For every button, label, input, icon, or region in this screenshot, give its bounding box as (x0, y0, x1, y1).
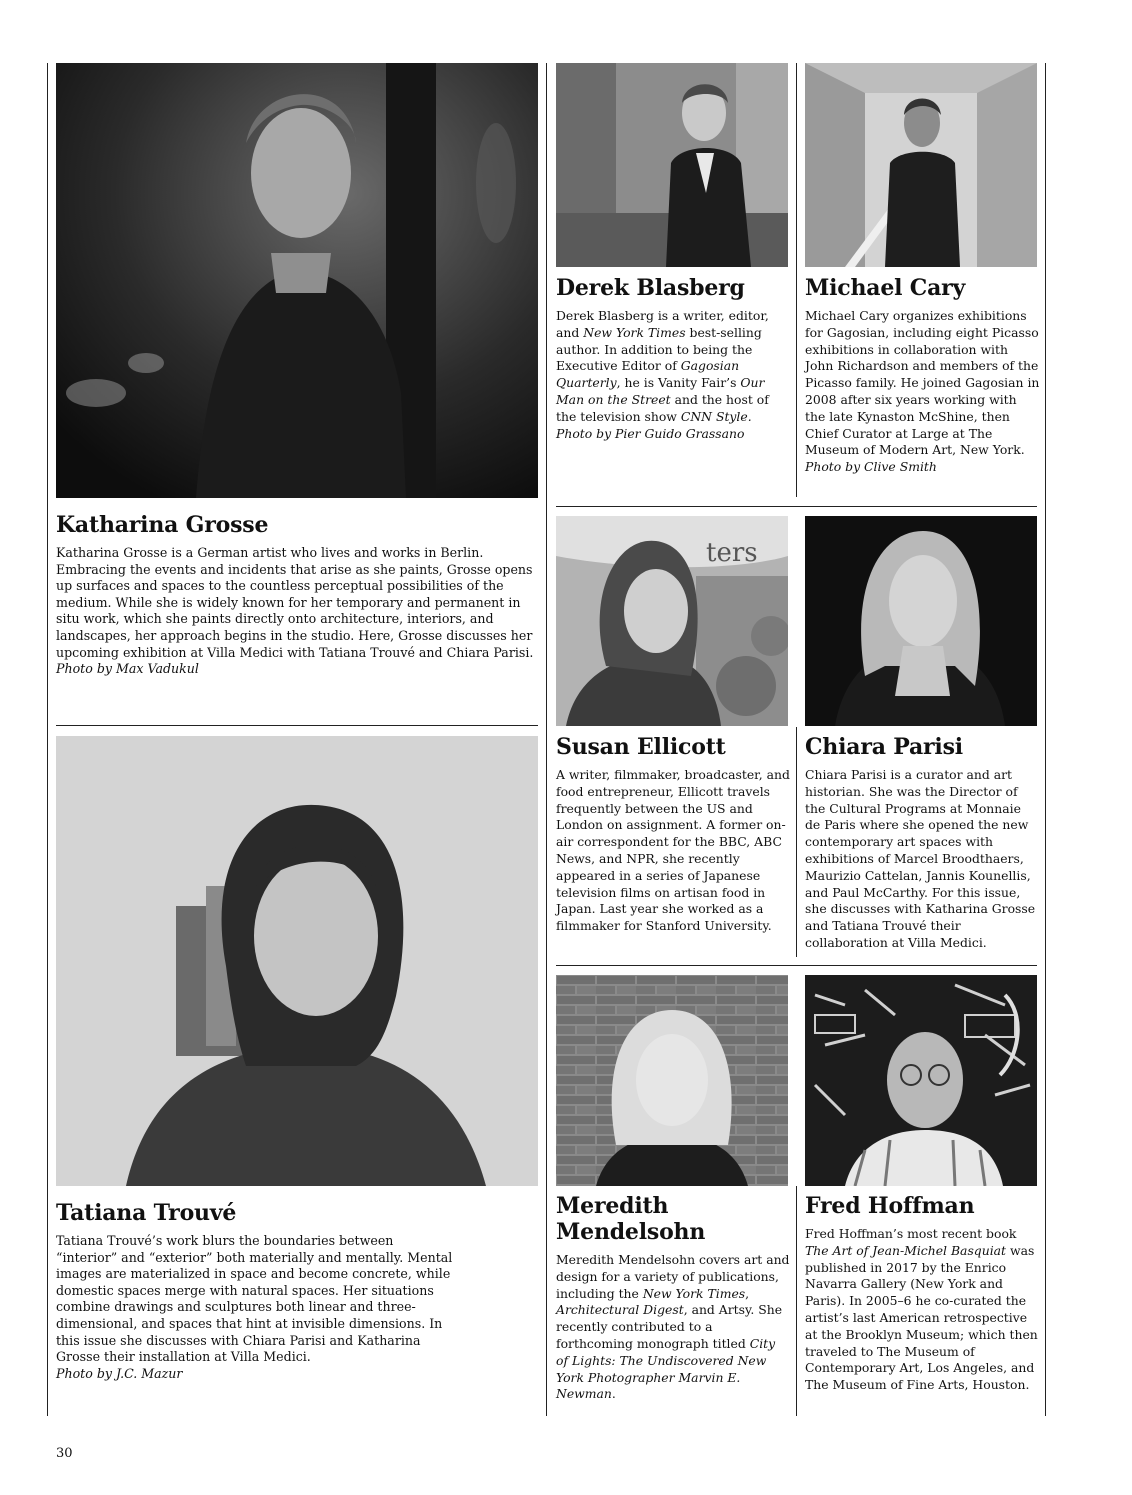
photo-credit: Photo by Pier Guido Grassano (556, 425, 745, 441)
column-rule-right (1045, 63, 1046, 1416)
profile-name: Michael Cary (805, 275, 966, 301)
profile-bio: Chiara Parisi is a curator and art historian. She was the Director of the Cultural Programs at Monnaie de Paris where she opened the new contemporary art spaces with exhibitions of Marcel Broodthaers, Maurizio Cattelan, Jannis Kounellis, and Paul McCarthy. For this issue, she discusses with Katharina Grosse and Tatiana Trouvé their collaboration at Villa Medici. (805, 767, 1036, 950)
profile-bio: Derek Blasberg is a writer, editor, and New York Times best-selling author. In addition to being the Executive Editor of Gagosian Quarterly, he is Vanity Fair’s Our Man on the Street and the host of the television show CNN Style. (556, 308, 769, 424)
column-rule-inner (796, 63, 797, 497)
profile-bio: Meredith Mendelsohn covers art and design for a variety of publications, including the New York Times, Architectural Digest, and Artsy. She recently contributed to a forthcoming monograph titled City of Lights: The Undiscovered New York Photographer Marvin E. Newman. (556, 1252, 790, 1402)
profile-bio: Fred Hoffman’s most recent book The Art of Jean-Michel Basquiat was published in 2017 by the Enrico Navarra Gallery (New York and Paris). In 2005–6 he co-curated the artist’s last American retrospective at the Brooklyn Museum; which then traveled to The Museum of Contemporary Art, Los Angeles, and The Museum of Fine Arts, Houston. (805, 1226, 1038, 1393)
column-rule-left (47, 63, 48, 1416)
portrait-photo-grosse (56, 63, 538, 498)
portrait-photo-parisi (805, 516, 1037, 726)
profile-name: Fred Hoffman (805, 1193, 975, 1219)
photo-credit: Photo by Clive Smith (805, 459, 937, 475)
profile-name: Susan Ellicott (556, 734, 726, 760)
portrait-photo-ellicott (556, 516, 788, 726)
profile-name: Chiara Parisi (805, 734, 963, 760)
portrait-photo-blasberg (556, 63, 788, 267)
profile-name: Katharina Grosse (56, 512, 269, 538)
profile-meredith-mendelsohn (556, 1193, 791, 1403)
profile-michael-cary (805, 275, 1040, 476)
profile-derek-blasberg (556, 275, 791, 442)
section-divider (56, 725, 538, 726)
portrait-photo-mendelsohn (556, 975, 788, 1186)
profile-name: Tatiana Trouvé (56, 1200, 237, 1226)
profile-name: Derek Blasberg (556, 275, 745, 301)
profile-name: Meredith Mendelsohn (556, 1193, 706, 1245)
shop-sign-text: ters (706, 538, 758, 568)
profile-bio: Michael Cary organizes exhibitions for Gagosian, including eight Picasso exhibitions in collaboration with John Richardson and members of the Picasso family. He joined Gagosian in 2008 after six years working with the late Kynaston McShine, then Chief Curator at Large at The Museum of Modern Art, New York. (805, 308, 1040, 458)
section-divider (556, 965, 1037, 966)
profile-tatiana-trouve (56, 1200, 456, 1382)
profile-fred-hoffman (805, 1193, 1040, 1394)
portrait-photo-trouve (56, 736, 538, 1186)
profile-susan-ellicott (556, 734, 791, 935)
profile-bio: A writer, filmmaker, broadcaster, and food entrepreneur, Ellicott travels frequently between the US and London on assignment. A former on-air correspondent for the BBC, ABC News, and NPR, she recently appeared in a series of Japanese television films on artisan food in Japan. Last year she worked as a filmmaker for Stanford University. (556, 767, 790, 934)
photo-credit: Photo by J.C. Mazur (56, 1365, 183, 1381)
page-number: 30 (56, 1446, 73, 1461)
photo-credit: Photo by Max Vadukul (56, 661, 199, 677)
column-rule-inner (796, 1186, 797, 1416)
column-rule-inner (796, 727, 797, 957)
portrait-photo-cary (805, 63, 1037, 267)
profile-chiara-parisi (805, 734, 1040, 952)
column-rule-middle (546, 63, 547, 1416)
section-divider (556, 506, 1037, 507)
portrait-photo-hoffman (805, 975, 1037, 1186)
profile-bio: Tatiana Trouvé’s work blurs the boundaries between “interior” and “exterior” both materially and mentally. Mental images are materialized in space and become concrete, while domestic spaces merge with natural spaces. Her situations combine drawings and sculptures both linear and three-dimensional, and spaces that hint at invisible dimensions. In this issue she discusses with Chiara Parisi and Katharina Grosse their installation at Villa Medici. (56, 1233, 453, 1365)
profile-katharina-grosse (56, 512, 538, 678)
profile-bio: Katharina Grosse is a German artist who lives and works in Berlin. Embracing the events and incidents that arise as she paints, Grosse opens up surfaces and spaces to the countless perceptual possibilities of the medium. While she is widely known for her temporary and permanent in situ work, which she paints directly onto architecture, interiors, and landscapes, her approach begins in the studio. Here, Grosse discusses her upcoming exhibition at Villa Medici with Tatiana Trouvé and Chiara Parisi. (56, 545, 534, 660)
